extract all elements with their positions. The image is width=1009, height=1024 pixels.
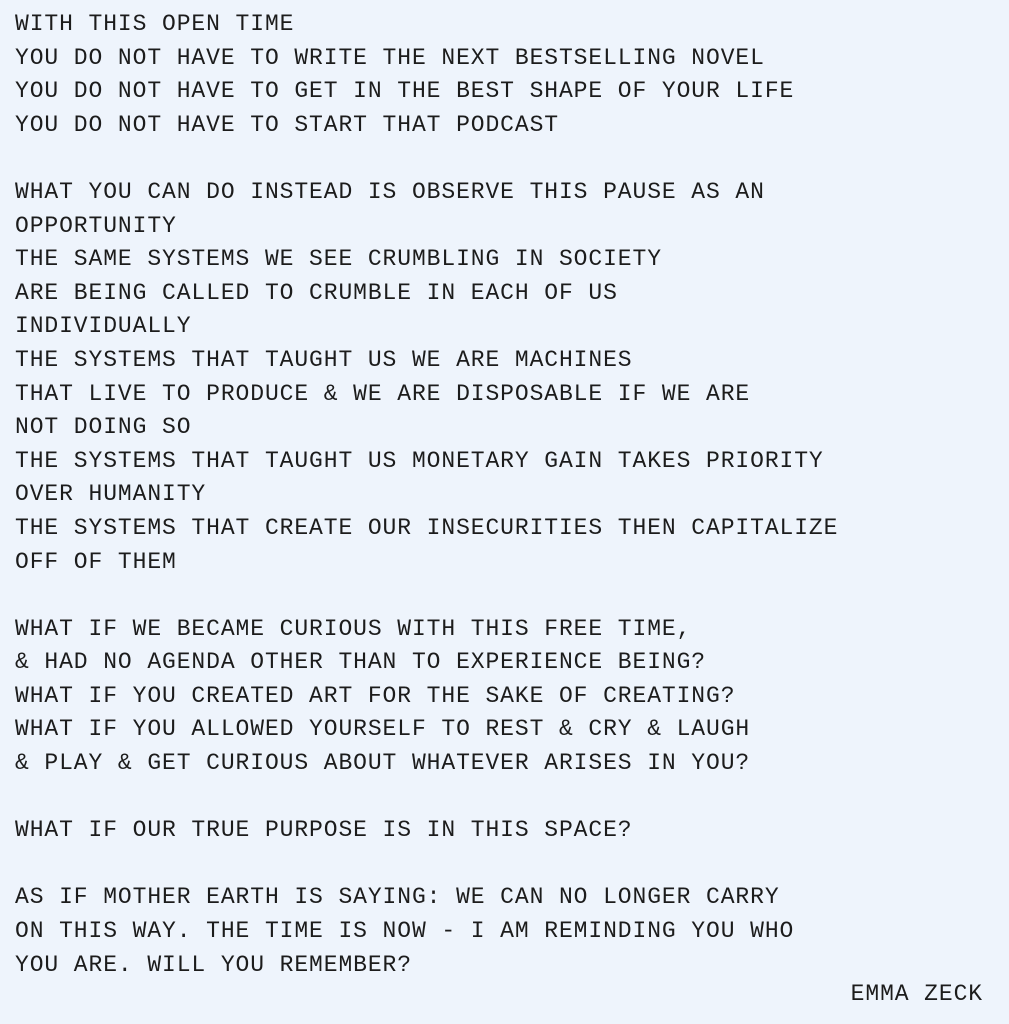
poem-line: ARE BEING CALLED TO CRUMBLE IN EACH OF US <box>15 279 618 306</box>
author-signature: EMMA ZECK <box>850 981 983 1007</box>
stanza-2 <box>15 176 838 579</box>
poem-line: THE SYSTEMS THAT TAUGHT US MONETARY GAIN TAKES PRIORITY <box>15 447 824 474</box>
poem-line: WHAT IF OUR TRUE PURPOSE IS IN THIS SPACE? <box>15 817 633 844</box>
poem-text <box>15 8 838 982</box>
poem-line: THAT LIVE TO PRODUCE & WE ARE DISPOSABLE IF WE ARE <box>15 380 751 407</box>
poem-line: & HAD NO AGENDA OTHER THAN TO EXPERIENCE BEING? <box>15 649 707 676</box>
poem-line: ON THIS WAY. THE TIME IS NOW - I AM REMINDING YOU WHO <box>15 918 795 945</box>
poem-line: WITH THIS OPEN TIME <box>15 11 295 37</box>
poem-line: WHAT IF YOU ALLOWED YOURSELF TO REST & CRY & LAUGH <box>15 716 751 743</box>
poem-line: WHAT YOU CAN DO INSTEAD IS OBSERVE THIS PAUSE AS AN <box>15 178 765 205</box>
poem-line: OFF OF THEM <box>15 548 177 575</box>
stanza-5 <box>15 881 838 982</box>
poem-line: YOU DO NOT HAVE TO GET IN THE BEST SHAPE OF YOUR LIFE <box>15 78 795 105</box>
poem-line: THE SYSTEMS THAT TAUGHT US WE ARE MACHINES <box>15 346 633 373</box>
poem-line: WHAT IF WE BECAME CURIOUS WITH THIS FREE TIME, <box>15 615 692 642</box>
poem-line: THE SAME SYSTEMS WE SEE CRUMBLING IN SOCIETY <box>15 246 662 273</box>
poem-line: YOU DO NOT HAVE TO WRITE THE NEXT BESTSELLING NOVEL <box>15 44 765 71</box>
stanza-1 <box>15 8 838 142</box>
stanza-break <box>15 579 838 613</box>
stanza-4 <box>15 814 838 848</box>
stanza-break <box>15 781 838 815</box>
stanza-3 <box>15 613 838 781</box>
poem-line: OPPORTUNITY <box>15 212 177 239</box>
poem-line: & PLAY & GET CURIOUS ABOUT WHATEVER ARISES IN YOU? <box>15 750 751 777</box>
poem-line: YOU ARE. WILL YOU REMEMBER? <box>15 951 412 978</box>
poem-line: THE SYSTEMS THAT CREATE OUR INSECURITIES THEN CAPITALIZE <box>15 514 839 541</box>
poem-line: AS IF MOTHER EARTH IS SAYING: WE CAN NO LONGER CARRY <box>15 884 780 911</box>
poem-line: WHAT IF YOU CREATED ART FOR THE SAKE OF CREATING? <box>15 682 736 709</box>
stanza-break <box>15 142 838 176</box>
poem-line: NOT DOING SO <box>15 414 192 441</box>
poem-line: YOU DO NOT HAVE TO START THAT PODCAST <box>15 111 559 138</box>
poem-line: INDIVIDUALLY <box>15 313 192 340</box>
poem-line: OVER HUMANITY <box>15 481 207 508</box>
stanza-break <box>15 848 838 882</box>
